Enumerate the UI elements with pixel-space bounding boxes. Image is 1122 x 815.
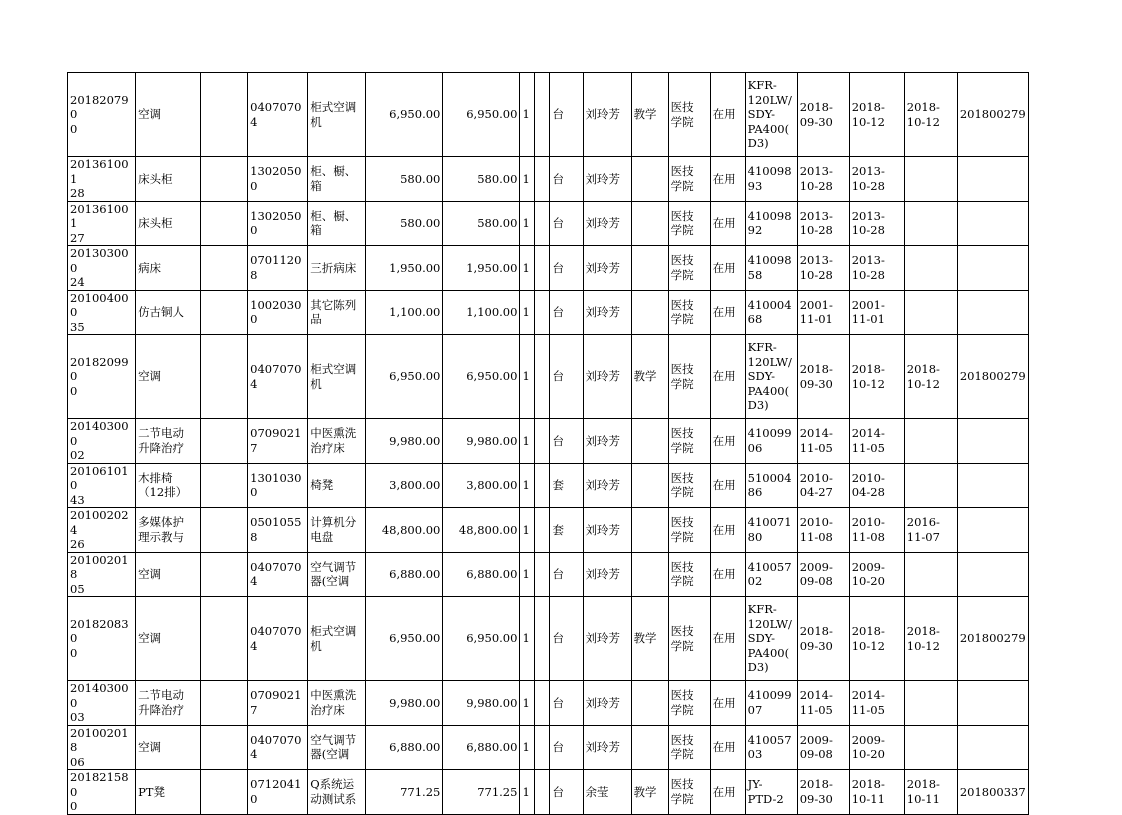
blank-cell: [201, 419, 248, 464]
keeper-cell: 刘玲芳: [583, 157, 631, 202]
usage-cell: [631, 463, 668, 508]
amount-cell: 771.25: [443, 770, 520, 815]
asset-name-cell: 二节电动 升降治疗: [136, 681, 201, 726]
model-cell: 410098 93: [745, 157, 797, 202]
model-cell: 410057 02: [745, 552, 797, 597]
document-number-cell: 201800279: [957, 597, 1028, 681]
third-date-cell: [904, 725, 957, 770]
unit-price-cell: 48,800.00: [366, 508, 443, 553]
third-date-cell: [904, 290, 957, 335]
quantity-cell: 1: [520, 508, 535, 553]
blank-cell: [535, 725, 550, 770]
department-cell: 医技 学院: [668, 201, 710, 246]
asset-number-cell: 201002018 05: [68, 552, 136, 597]
keeper-cell: 刘玲芳: [583, 246, 631, 291]
entry-date-cell: 2009- 10-20: [849, 725, 904, 770]
document-number-cell: 201800279: [957, 73, 1028, 157]
keeper-cell: 刘玲芳: [583, 463, 631, 508]
amount-cell: 6,950.00: [443, 597, 520, 681]
status-cell: 在用: [710, 597, 745, 681]
entry-date-cell: 2018- 10-11: [849, 770, 904, 815]
asset-number-cell: 201004000 35: [68, 290, 136, 335]
table-row: [68, 508, 1029, 553]
blank-cell: [201, 770, 248, 815]
amount-cell: 9,980.00: [443, 419, 520, 464]
entry-date-cell: 2013- 10-28: [849, 157, 904, 202]
document-number-cell: [957, 725, 1028, 770]
status-cell: 在用: [710, 73, 745, 157]
status-cell: 在用: [710, 157, 745, 202]
asset-name-cell: 空调: [136, 725, 201, 770]
unit-cell: 台: [550, 335, 583, 419]
asset-number-cell: 201403000 03: [68, 681, 136, 726]
unit-price-cell: 6,950.00: [366, 73, 443, 157]
quantity-cell: 1: [520, 770, 535, 815]
purchase-date-cell: 2001- 11-01: [797, 290, 849, 335]
category-code-cell: 13020500: [248, 157, 308, 202]
amount-cell: 580.00: [443, 157, 520, 202]
blank-cell: [535, 290, 550, 335]
entry-date-cell: 2010- 11-08: [849, 508, 904, 553]
amount-cell: 1,950.00: [443, 246, 520, 291]
status-cell: 在用: [710, 770, 745, 815]
keeper-cell: 余莹: [583, 770, 631, 815]
model-cell: JY- PTD-2: [745, 770, 797, 815]
unit-price-cell: 6,950.00: [366, 597, 443, 681]
model-cell: 410099 07: [745, 681, 797, 726]
asset-number-cell: 201821580 0: [68, 770, 136, 815]
category-name-cell: 中医熏洗 治疗床: [308, 681, 366, 726]
purchase-date-cell: 2009- 09-08: [797, 725, 849, 770]
asset-table: [67, 72, 1029, 815]
usage-cell: [631, 725, 668, 770]
unit-cell: 套: [550, 463, 583, 508]
amount-cell: 6,950.00: [443, 73, 520, 157]
purchase-date-cell: 2013- 10-28: [797, 201, 849, 246]
keeper-cell: 刘玲芳: [583, 290, 631, 335]
document-number-cell: [957, 246, 1028, 291]
category-name-cell: 柜式空调 机: [308, 597, 366, 681]
status-cell: 在用: [710, 201, 745, 246]
blank-cell: [201, 73, 248, 157]
third-date-cell: [904, 246, 957, 291]
department-cell: 医技 学院: [668, 508, 710, 553]
asset-table-body: [68, 73, 1029, 815]
usage-cell: [631, 246, 668, 291]
department-cell: 医技 学院: [668, 681, 710, 726]
document-number-cell: [957, 463, 1028, 508]
keeper-cell: 刘玲芳: [583, 681, 631, 726]
category-name-cell: 柜式空调 机: [308, 335, 366, 419]
amount-cell: 1,100.00: [443, 290, 520, 335]
usage-cell: 教学: [631, 335, 668, 419]
amount-cell: 48,800.00: [443, 508, 520, 553]
unit-price-cell: 6,880.00: [366, 552, 443, 597]
unit-price-cell: 3,800.00: [366, 463, 443, 508]
purchase-date-cell: 2018- 09-30: [797, 770, 849, 815]
blank-cell: [535, 770, 550, 815]
unit-price-cell: 6,950.00: [366, 335, 443, 419]
third-date-cell: 2018- 10-12: [904, 597, 957, 681]
amount-cell: 9,980.00: [443, 681, 520, 726]
document-number-cell: 201800337: [957, 770, 1028, 815]
usage-cell: [631, 419, 668, 464]
category-name-cell: 空气调节 器(空调: [308, 725, 366, 770]
unit-cell: 套: [550, 508, 583, 553]
unit-cell: 台: [550, 725, 583, 770]
asset-number-cell: 201820990 0: [68, 335, 136, 419]
model-cell: 410098 58: [745, 246, 797, 291]
quantity-cell: 1: [520, 246, 535, 291]
purchase-date-cell: 2018- 09-30: [797, 73, 849, 157]
entry-date-cell: 2010- 04-28: [849, 463, 904, 508]
asset-number-cell: 201820790 0: [68, 73, 136, 157]
blank-cell: [201, 290, 248, 335]
purchase-date-cell: 2010- 04-27: [797, 463, 849, 508]
keeper-cell: 刘玲芳: [583, 597, 631, 681]
asset-name-cell: PT凳: [136, 770, 201, 815]
keeper-cell: 刘玲芳: [583, 508, 631, 553]
category-code-cell: 07090217: [248, 681, 308, 726]
table-row: [68, 463, 1029, 508]
category-name-cell: 三折病床: [308, 246, 366, 291]
asset-name-cell: 二节电动 升降治疗: [136, 419, 201, 464]
category-code-cell: 07120410: [248, 770, 308, 815]
third-date-cell: 2018- 10-11: [904, 770, 957, 815]
quantity-cell: 1: [520, 73, 535, 157]
purchase-date-cell: 2009- 09-08: [797, 552, 849, 597]
unit-cell: 台: [550, 290, 583, 335]
purchase-date-cell: 2018- 09-30: [797, 597, 849, 681]
blank-cell: [535, 157, 550, 202]
department-cell: 医技 学院: [668, 463, 710, 508]
status-cell: 在用: [710, 335, 745, 419]
category-code-cell: 04070704: [248, 335, 308, 419]
department-cell: 医技 学院: [668, 552, 710, 597]
usage-cell: [631, 201, 668, 246]
quantity-cell: 1: [520, 419, 535, 464]
table-row: [68, 681, 1029, 726]
entry-date-cell: 2018- 10-12: [849, 73, 904, 157]
asset-name-cell: 空调: [136, 335, 201, 419]
model-cell: 410071 80: [745, 508, 797, 553]
amount-cell: 3,800.00: [443, 463, 520, 508]
status-cell: 在用: [710, 419, 745, 464]
quantity-cell: 1: [520, 335, 535, 419]
document-number-cell: [957, 681, 1028, 726]
unit-price-cell: 9,980.00: [366, 681, 443, 726]
amount-cell: 580.00: [443, 201, 520, 246]
blank-cell: [201, 246, 248, 291]
unit-price-cell: 9,980.00: [366, 419, 443, 464]
model-cell: KFR- 120LW/ SDY- PA400( D3): [745, 335, 797, 419]
quantity-cell: 1: [520, 463, 535, 508]
blank-cell: [201, 201, 248, 246]
entry-date-cell: 2018- 10-12: [849, 335, 904, 419]
blank-cell: [201, 463, 248, 508]
table-row: [68, 597, 1029, 681]
table-row: [68, 73, 1029, 157]
blank-cell: [201, 508, 248, 553]
unit-price-cell: 771.25: [366, 770, 443, 815]
blank-cell: [535, 681, 550, 726]
unit-cell: 台: [550, 552, 583, 597]
quantity-cell: 1: [520, 725, 535, 770]
purchase-date-cell: 2014- 11-05: [797, 419, 849, 464]
category-code-cell: 13020500: [248, 201, 308, 246]
model-cell: 410098 92: [745, 201, 797, 246]
quantity-cell: 1: [520, 201, 535, 246]
document-number-cell: [957, 290, 1028, 335]
blank-cell: [201, 597, 248, 681]
asset-name-cell: 床头柜: [136, 157, 201, 202]
entry-date-cell: 2014- 11-05: [849, 681, 904, 726]
quantity-cell: 1: [520, 290, 535, 335]
third-date-cell: [904, 681, 957, 726]
keeper-cell: 刘玲芳: [583, 73, 631, 157]
category-name-cell: 中医熏洗 治疗床: [308, 419, 366, 464]
asset-number-cell: 201061010 43: [68, 463, 136, 508]
unit-price-cell: 1,950.00: [366, 246, 443, 291]
blank-cell: [535, 508, 550, 553]
status-cell: 在用: [710, 725, 745, 770]
keeper-cell: 刘玲芳: [583, 201, 631, 246]
unit-price-cell: 6,880.00: [366, 725, 443, 770]
third-date-cell: [904, 419, 957, 464]
keeper-cell: 刘玲芳: [583, 419, 631, 464]
asset-number-cell: 201361001 27: [68, 201, 136, 246]
usage-cell: [631, 552, 668, 597]
unit-cell: 台: [550, 419, 583, 464]
category-name-cell: 其它陈列 品: [308, 290, 366, 335]
unit-cell: 台: [550, 157, 583, 202]
unit-price-cell: 1,100.00: [366, 290, 443, 335]
blank-cell: [535, 552, 550, 597]
table-row: [68, 201, 1029, 246]
usage-cell: 教学: [631, 597, 668, 681]
entry-date-cell: 2013- 10-28: [849, 246, 904, 291]
blank-cell: [535, 246, 550, 291]
entry-date-cell: 2014- 11-05: [849, 419, 904, 464]
category-code-cell: 13010300: [248, 463, 308, 508]
unit-cell: 台: [550, 597, 583, 681]
category-code-cell: 10020300: [248, 290, 308, 335]
asset-name-cell: 空调: [136, 552, 201, 597]
blank-cell: [201, 552, 248, 597]
asset-name-cell: 多媒体护 理示教与: [136, 508, 201, 553]
department-cell: 医技 学院: [668, 597, 710, 681]
blank-cell: [535, 597, 550, 681]
third-date-cell: [904, 157, 957, 202]
asset-name-cell: 仿古铜人: [136, 290, 201, 335]
entry-date-cell: 2013- 10-28: [849, 201, 904, 246]
category-code-cell: 04070704: [248, 73, 308, 157]
model-cell: 410057 03: [745, 725, 797, 770]
category-code-cell: 04070704: [248, 552, 308, 597]
document-number-cell: 201800279: [957, 335, 1028, 419]
document-number-cell: [957, 508, 1028, 553]
category-name-cell: 椅凳: [308, 463, 366, 508]
status-cell: 在用: [710, 681, 745, 726]
quantity-cell: 1: [520, 597, 535, 681]
blank-cell: [535, 201, 550, 246]
usage-cell: [631, 290, 668, 335]
unit-cell: 台: [550, 201, 583, 246]
category-name-cell: 柜、橱、 箱: [308, 201, 366, 246]
purchase-date-cell: 2010- 11-08: [797, 508, 849, 553]
asset-name-cell: 病床: [136, 246, 201, 291]
asset-number-cell: 201002024 26: [68, 508, 136, 553]
status-cell: 在用: [710, 552, 745, 597]
purchase-date-cell: 2014- 11-05: [797, 681, 849, 726]
department-cell: 医技 学院: [668, 73, 710, 157]
unit-cell: 台: [550, 73, 583, 157]
quantity-cell: 1: [520, 681, 535, 726]
entry-date-cell: 2018- 10-12: [849, 597, 904, 681]
status-cell: 在用: [710, 508, 745, 553]
asset-name-cell: 空调: [136, 73, 201, 157]
department-cell: 医技 学院: [668, 770, 710, 815]
table-row: [68, 246, 1029, 291]
category-name-cell: 空气调节 器(空调: [308, 552, 366, 597]
model-cell: 410099 06: [745, 419, 797, 464]
amount-cell: 6,950.00: [443, 335, 520, 419]
table-row: [68, 725, 1029, 770]
asset-name-cell: 床头柜: [136, 201, 201, 246]
department-cell: 医技 学院: [668, 157, 710, 202]
document-number-cell: [957, 157, 1028, 202]
document-number-cell: [957, 552, 1028, 597]
blank-cell: [535, 73, 550, 157]
purchase-date-cell: 2018- 09-30: [797, 335, 849, 419]
blank-cell: [201, 335, 248, 419]
department-cell: 医技 学院: [668, 725, 710, 770]
category-code-cell: 04070704: [248, 725, 308, 770]
model-cell: KFR- 120LW/ SDY- PA400( D3): [745, 73, 797, 157]
quantity-cell: 1: [520, 552, 535, 597]
third-date-cell: [904, 201, 957, 246]
category-name-cell: Q系统运 动测试系: [308, 770, 366, 815]
table-row: [68, 770, 1029, 815]
category-name-cell: 柜、橱、 箱: [308, 157, 366, 202]
table-row: [68, 157, 1029, 202]
asset-number-cell: 201820830 0: [68, 597, 136, 681]
department-cell: 医技 学院: [668, 419, 710, 464]
entry-date-cell: 2009- 10-20: [849, 552, 904, 597]
blank-cell: [201, 157, 248, 202]
blank-cell: [201, 681, 248, 726]
document-number-cell: [957, 201, 1028, 246]
third-date-cell: [904, 552, 957, 597]
category-code-cell: 05010558: [248, 508, 308, 553]
amount-cell: 6,880.00: [443, 725, 520, 770]
model-cell: 510004 86: [745, 463, 797, 508]
table-row: [68, 552, 1029, 597]
asset-name-cell: 空调: [136, 597, 201, 681]
unit-price-cell: 580.00: [366, 201, 443, 246]
usage-cell: 教学: [631, 770, 668, 815]
category-name-cell: 柜式空调 机: [308, 73, 366, 157]
blank-cell: [535, 463, 550, 508]
model-cell: 410004 68: [745, 290, 797, 335]
status-cell: 在用: [710, 463, 745, 508]
asset-number-cell: 201403000 02: [68, 419, 136, 464]
unit-price-cell: 580.00: [366, 157, 443, 202]
model-cell: KFR- 120LW/ SDY- PA400( D3): [745, 597, 797, 681]
blank-cell: [201, 725, 248, 770]
table-row: [68, 335, 1029, 419]
third-date-cell: 2016- 11-07: [904, 508, 957, 553]
usage-cell: [631, 157, 668, 202]
department-cell: 医技 学院: [668, 246, 710, 291]
asset-number-cell: 201002018 06: [68, 725, 136, 770]
usage-cell: 教学: [631, 73, 668, 157]
keeper-cell: 刘玲芳: [583, 335, 631, 419]
department-cell: 医技 学院: [668, 335, 710, 419]
unit-cell: 台: [550, 246, 583, 291]
asset-number-cell: 201361001 28: [68, 157, 136, 202]
third-date-cell: [904, 463, 957, 508]
status-cell: 在用: [710, 290, 745, 335]
table-row: [68, 419, 1029, 464]
usage-cell: [631, 508, 668, 553]
keeper-cell: 刘玲芳: [583, 552, 631, 597]
blank-cell: [535, 335, 550, 419]
blank-cell: [535, 419, 550, 464]
third-date-cell: 2018- 10-12: [904, 73, 957, 157]
unit-cell: 台: [550, 770, 583, 815]
purchase-date-cell: 2013- 10-28: [797, 246, 849, 291]
keeper-cell: 刘玲芳: [583, 725, 631, 770]
table-row: [68, 290, 1029, 335]
document-number-cell: [957, 419, 1028, 464]
purchase-date-cell: 2013- 10-28: [797, 157, 849, 202]
asset-name-cell: 木排椅 （12排）: [136, 463, 201, 508]
status-cell: 在用: [710, 246, 745, 291]
entry-date-cell: 2001- 11-01: [849, 290, 904, 335]
usage-cell: [631, 681, 668, 726]
quantity-cell: 1: [520, 157, 535, 202]
unit-cell: 台: [550, 681, 583, 726]
asset-number-cell: 201303000 24: [68, 246, 136, 291]
department-cell: 医技 学院: [668, 290, 710, 335]
category-code-cell: 04070704: [248, 597, 308, 681]
category-code-cell: 07090217: [248, 419, 308, 464]
amount-cell: 6,880.00: [443, 552, 520, 597]
category-name-cell: 计算机分 电盘: [308, 508, 366, 553]
category-code-cell: 07011208: [248, 246, 308, 291]
third-date-cell: 2018- 10-12: [904, 335, 957, 419]
